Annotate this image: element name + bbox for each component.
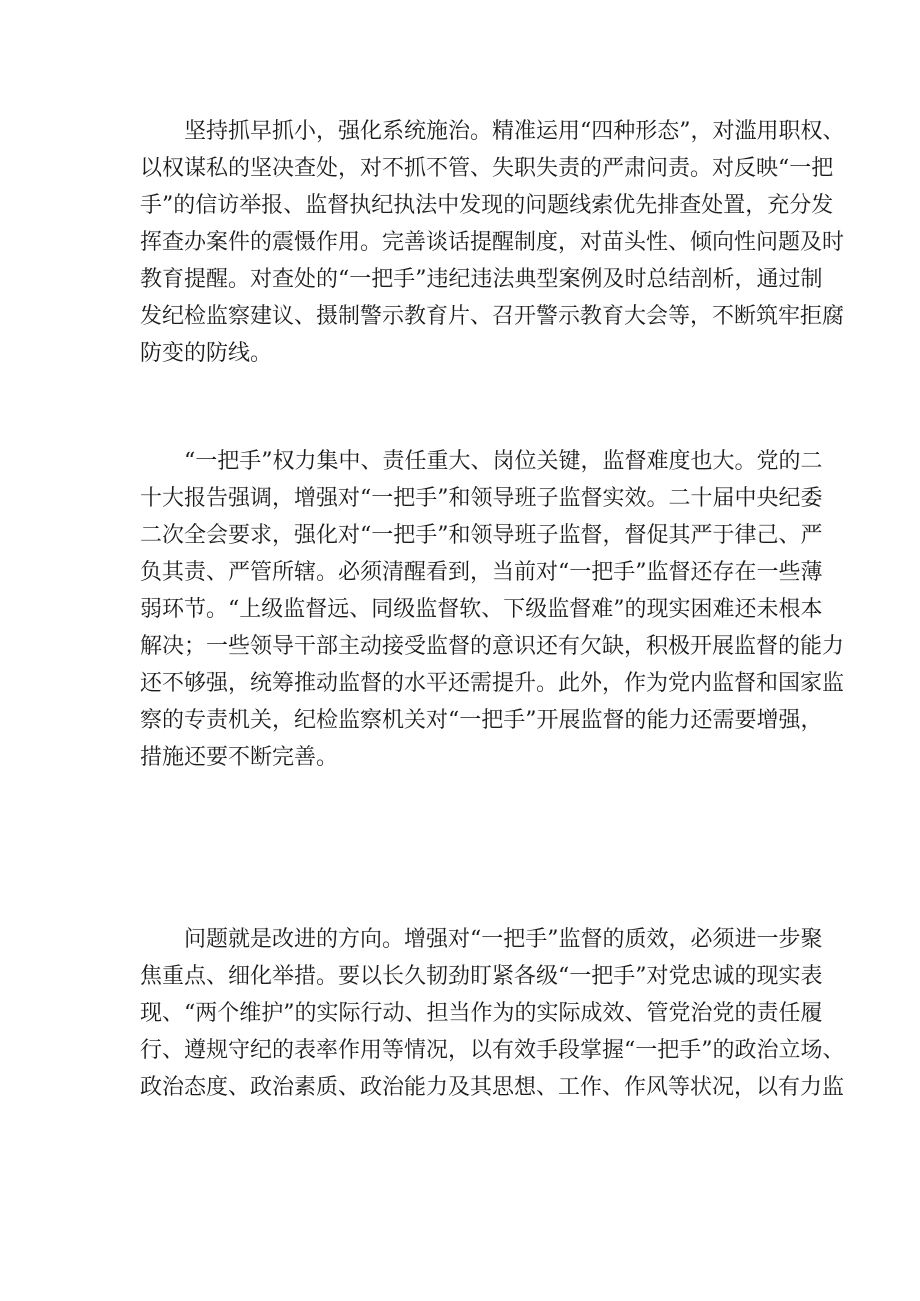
paragraph-line: 十大报告强调，增强对“一把手”和领导班子监督实效。二十届中央纪委 (140, 486, 823, 511)
paragraph-line: 察的专责机关，纪检监察机关对“一把手”开展监督的能力还需要增强， (140, 708, 823, 733)
paragraph-line: 挥查办案件的震慑作用。完善谈话提醒制度，对苗头性、倾向性问题及时 (140, 230, 845, 255)
paragraph-line: 现、“两个维护”的实际行动、担当作为的实际成效、管党治党的责任履 (140, 1001, 823, 1026)
paragraph-line: 措施还要不断完善。 (140, 745, 339, 770)
paragraph-2 (140, 443, 845, 776)
paragraph-line: 行、遵规守纪的表率作用等情况，以有效手段掌握“一把手”的政治立场、 (140, 1038, 845, 1063)
paragraph-line: 焦重点、细化举措。要以长久韧劲盯紧各级“一把手”对党忠诚的现实表 (140, 964, 823, 989)
paragraph-line: 防变的防线。 (140, 341, 273, 366)
paragraph-line: 教育提醒。对查处的“一把手”违纪违法典型案例及时总结剖析，通过制 (140, 267, 823, 292)
paragraph-line: “一把手”权力集中、责任重大、岗位关键，监督难度也大。党的二 (140, 449, 823, 474)
paragraph-line: 政治态度、政治素质、政治能力及其思想、工作、作风等状况，以有力监 (140, 1075, 845, 1100)
paragraph-1 (140, 113, 845, 372)
paragraph-line: 以权谋私的坚决查处，对不抓不管、失职失责的严肃问责。对反映“一把 (140, 156, 834, 181)
paragraph-line: 弱环节。“上级监督远、同级监督软、下级监督难”的现实困难还未根本 (140, 597, 823, 622)
paragraph-line: 解决；一些领导干部主动接受监督的意识还有欠缺，积极开展监督的能力 (140, 634, 845, 659)
paragraph-line: 负其责、严管所辖。必须清醒看到，当前对“一把手”监督还存在一些薄 (140, 560, 823, 585)
paragraph-line: 二次全会要求，强化对“一把手”和领导班子监督，督促其严于律己、严 (140, 523, 823, 548)
paragraph-line: 发纪检监察建议、摄制警示教育片、召开警示教育大会等，不断筑牢拒腐 (140, 304, 845, 329)
paragraph-3 (140, 921, 845, 1106)
paragraph-line: 问题就是改进的方向。增强对“一把手”监督的质效，必须进一步聚 (140, 927, 823, 952)
paragraph-line: 坚持抓早抓小，强化系统施治。精准运用“四种形态”，对滥用职权、 (140, 119, 845, 144)
paragraph-line: 手”的信访举报、监督执纪执法中发现的问题线索优先排查处置，充分发 (140, 193, 834, 218)
paragraph-line: 还不够强，统筹推动监督的水平还需提升。此外，作为党内监督和国家监 (140, 671, 845, 696)
